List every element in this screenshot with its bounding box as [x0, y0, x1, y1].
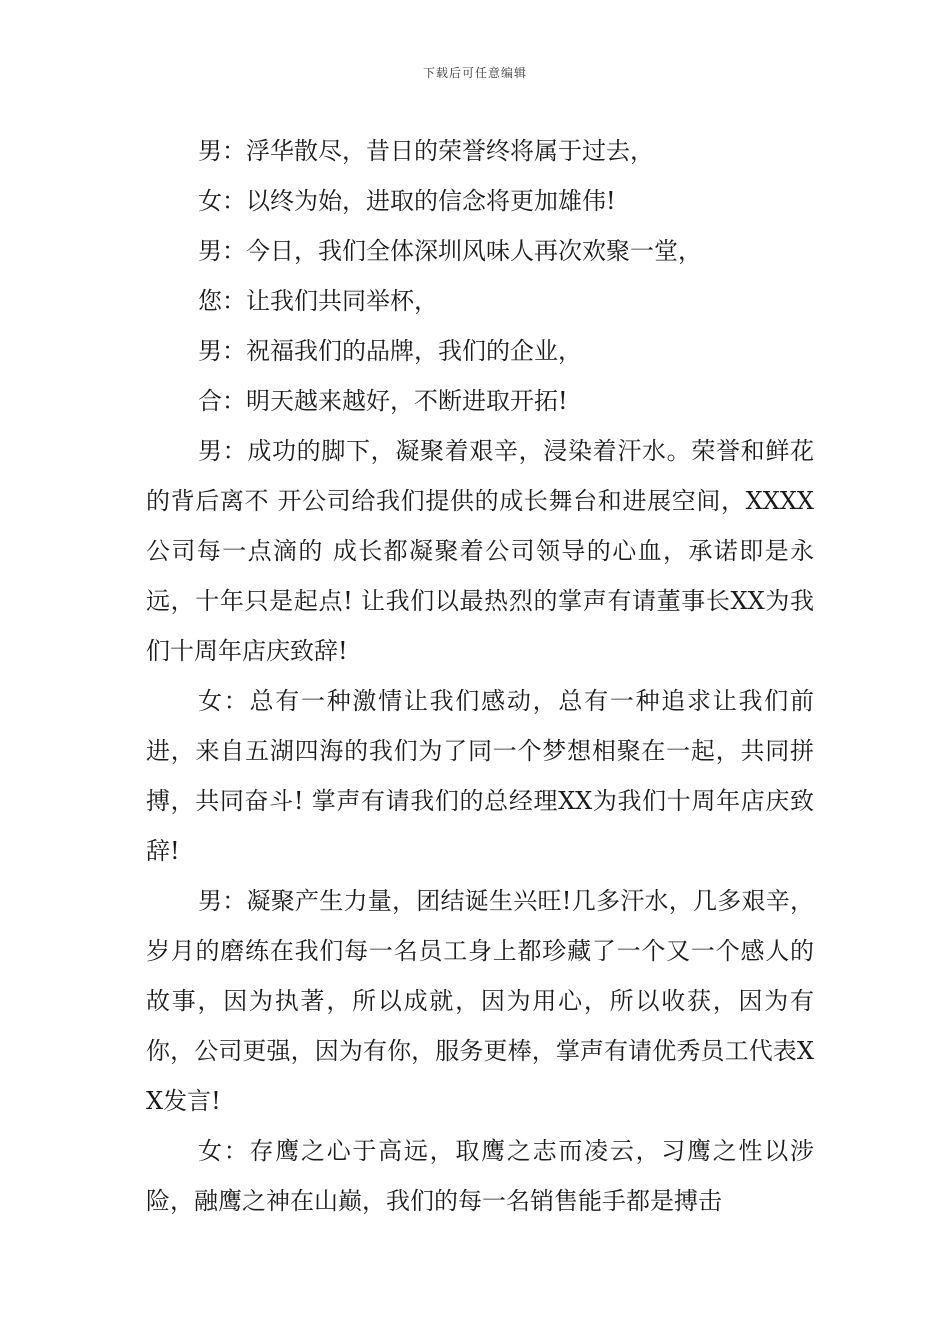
- paragraph: 女：总有一种激情让我们感动，总有一种追求让我们前进，来自五湖四海的我们为了同一个梦想相聚在一起，共同拼搏，共同奋斗! 掌声有请我们的总经理XX为我们十周年店庆致辞!: [146, 687, 814, 865]
- paragraph: 女：以终为始，进取的信念将更加雄伟!: [198, 187, 616, 215]
- paragraph: 男：浮华散尽，昔日的荣誉终将属于过去，: [198, 137, 654, 165]
- paragraph: 男：今日，我们全体深圳风味人再次欢聚一堂，: [198, 237, 702, 265]
- paragraph: 男：凝聚产生力量，团结诞生兴旺!几多汗水，几多艰辛，岁月的磨练在我们每一名员工身上都珍藏了一个又一个感人的故事，因为执著，所以成就，因为用心，所以收获，因为有你，公司更强，因为有你，服务更棒，掌声有请优秀员工代表XX发言!: [146, 887, 814, 1115]
- paragraph: 男：祝福我们的品牌，我们的企业，: [198, 337, 582, 365]
- page-header: 下载后可任意编辑: [422, 66, 527, 80]
- paragraph: 合：明天越来越好，不断进取开拓!: [198, 387, 568, 415]
- paragraph: 女：存鹰之心于高远，取鹰之志而凌云，习鹰之性以涉险，融鹰之神在山巅，我们的每一名销售能手都是搏击: [146, 1137, 814, 1215]
- document-body: [146, 126, 814, 1226]
- paragraph: 男：成功的脚下，凝聚着艰辛，浸染着汗水。荣誉和鲜花的背后离不 开公司给我们提供的成长舞台和进展空间，XXXX公司每一点滴的 成长都凝聚着公司领导的心血，承诺即是永远，十年只是起点! 让我们以最热烈的掌声有请董事长XX为我们十周年店庆致辞!: [146, 437, 814, 665]
- paragraph: 您：让我们共同举杯，: [198, 287, 438, 315]
